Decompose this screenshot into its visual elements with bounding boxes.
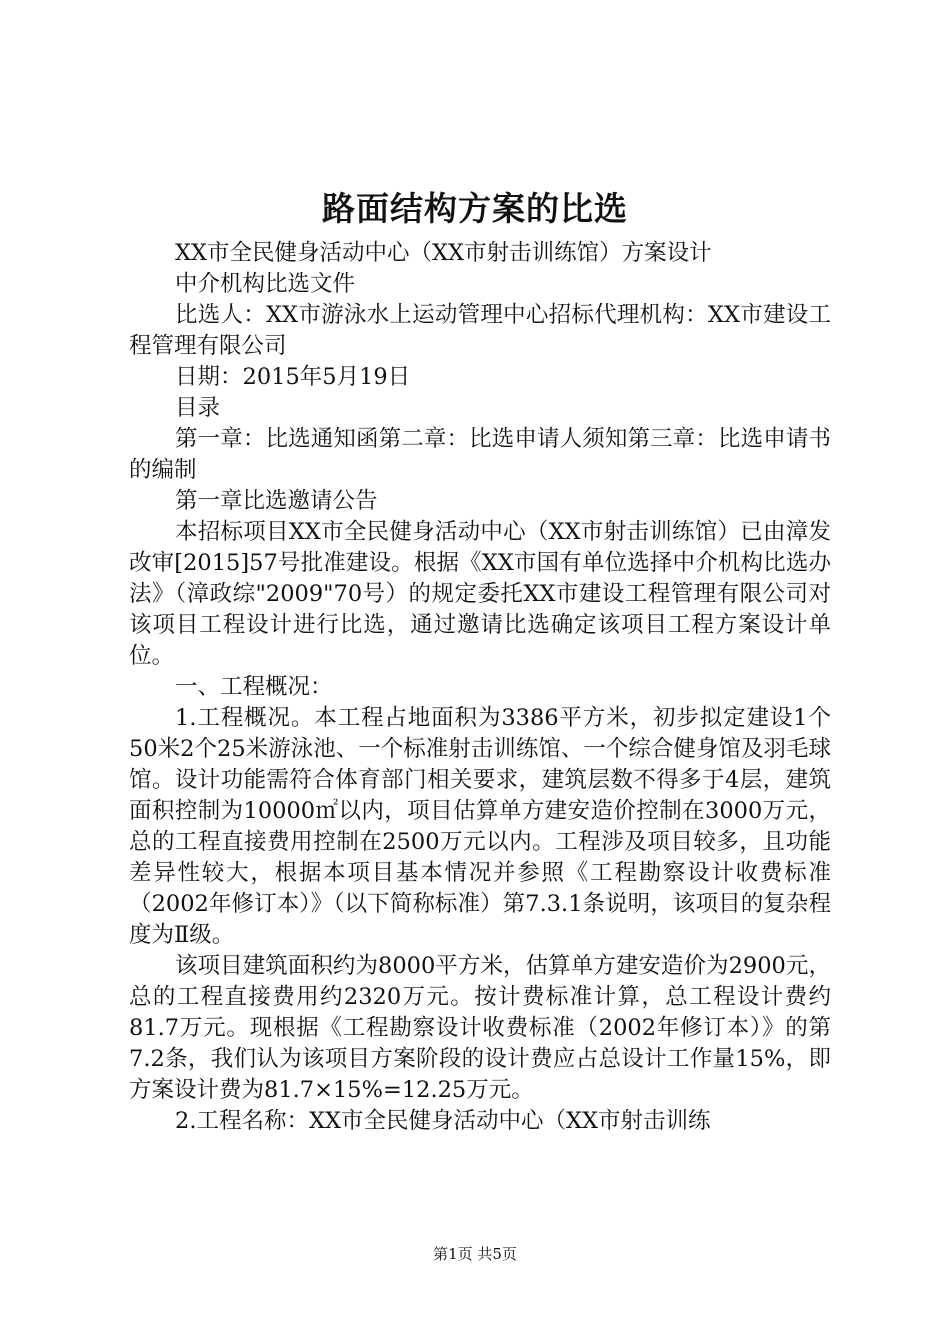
document-body	[129, 238, 831, 1137]
section-one-heading: 一、工程概况：	[175, 674, 333, 700]
document-type-line: 中介机构比选文件	[175, 271, 356, 297]
design-fee-paragraph: 该项目建筑面积约为8000平方米，估算单方建安造价为2900元，总的工程直接费用约2320万元。按计费标准计算，总工程设计费约81.7万元。现根据《工程勘察设计收费标准（2002年修订本）》的第7.2条，我们认为该项目方案阶段的设计费应占总设计工作量15%，即方案设计费为81.7×15%=12.25万元。	[129, 953, 831, 1103]
intro-paragraph: 本招标项目XX市全民健身活动中心（XX市射击训练馆）已由漳发改审[2015]57号批准建设。根据《XX市国有单位选择中介机构比选办法》（漳政综"2009"70号）的规定委托XX市建设工程管理有限公司对该项目工程设计进行比选，通过邀请比选确定该项目工程方案设计单位。	[129, 519, 831, 669]
toc-heading: 目录	[175, 395, 221, 421]
project-name-line: 2.工程名称：XX市全民健身活动中心（XX市射击训练	[175, 1108, 711, 1134]
document-title: 路面结构方案的比选	[322, 189, 628, 228]
project-title-line: XX市全民健身活动中心（XX市射击训练馆）方案设计	[175, 240, 712, 266]
toc-chapters: 第一章：比选通知函第二章：比选申请人须知第三章：比选申请书的编制	[129, 426, 831, 483]
project-overview-paragraph: 1.工程概况。本工程占地面积为3386平方米，初步拟定建设1个50米2个25米游泳池、一个标准射击训练馆、一个综合健身馆及羽毛球馆。设计功能需符合体育部门相关要求，建筑层数不得多于4层，建筑面积控制为10000㎡以内，项目估算单方建安造价控制在3000万元，总的工程直接费用控制在2500万元以内。工程涉及项目较多，且功能差异性较大，根据本项目基本情况并参照《工程勘察设计收费标准（2002年修订本）》（以下简称标准）第7.3.1条说明，该项目的复杂程度为Ⅱ级。	[129, 705, 831, 948]
chapter-one-heading: 第一章比选邀请公告	[175, 488, 378, 514]
date-line: 日期：2015年5月19日	[175, 364, 411, 390]
selector-and-agency-line: 比选人：XX市游泳水上运动管理中心招标代理机构：XX市建设工程管理有限公司	[129, 302, 831, 359]
page-footer: 第1页 共5页	[433, 1245, 517, 1263]
